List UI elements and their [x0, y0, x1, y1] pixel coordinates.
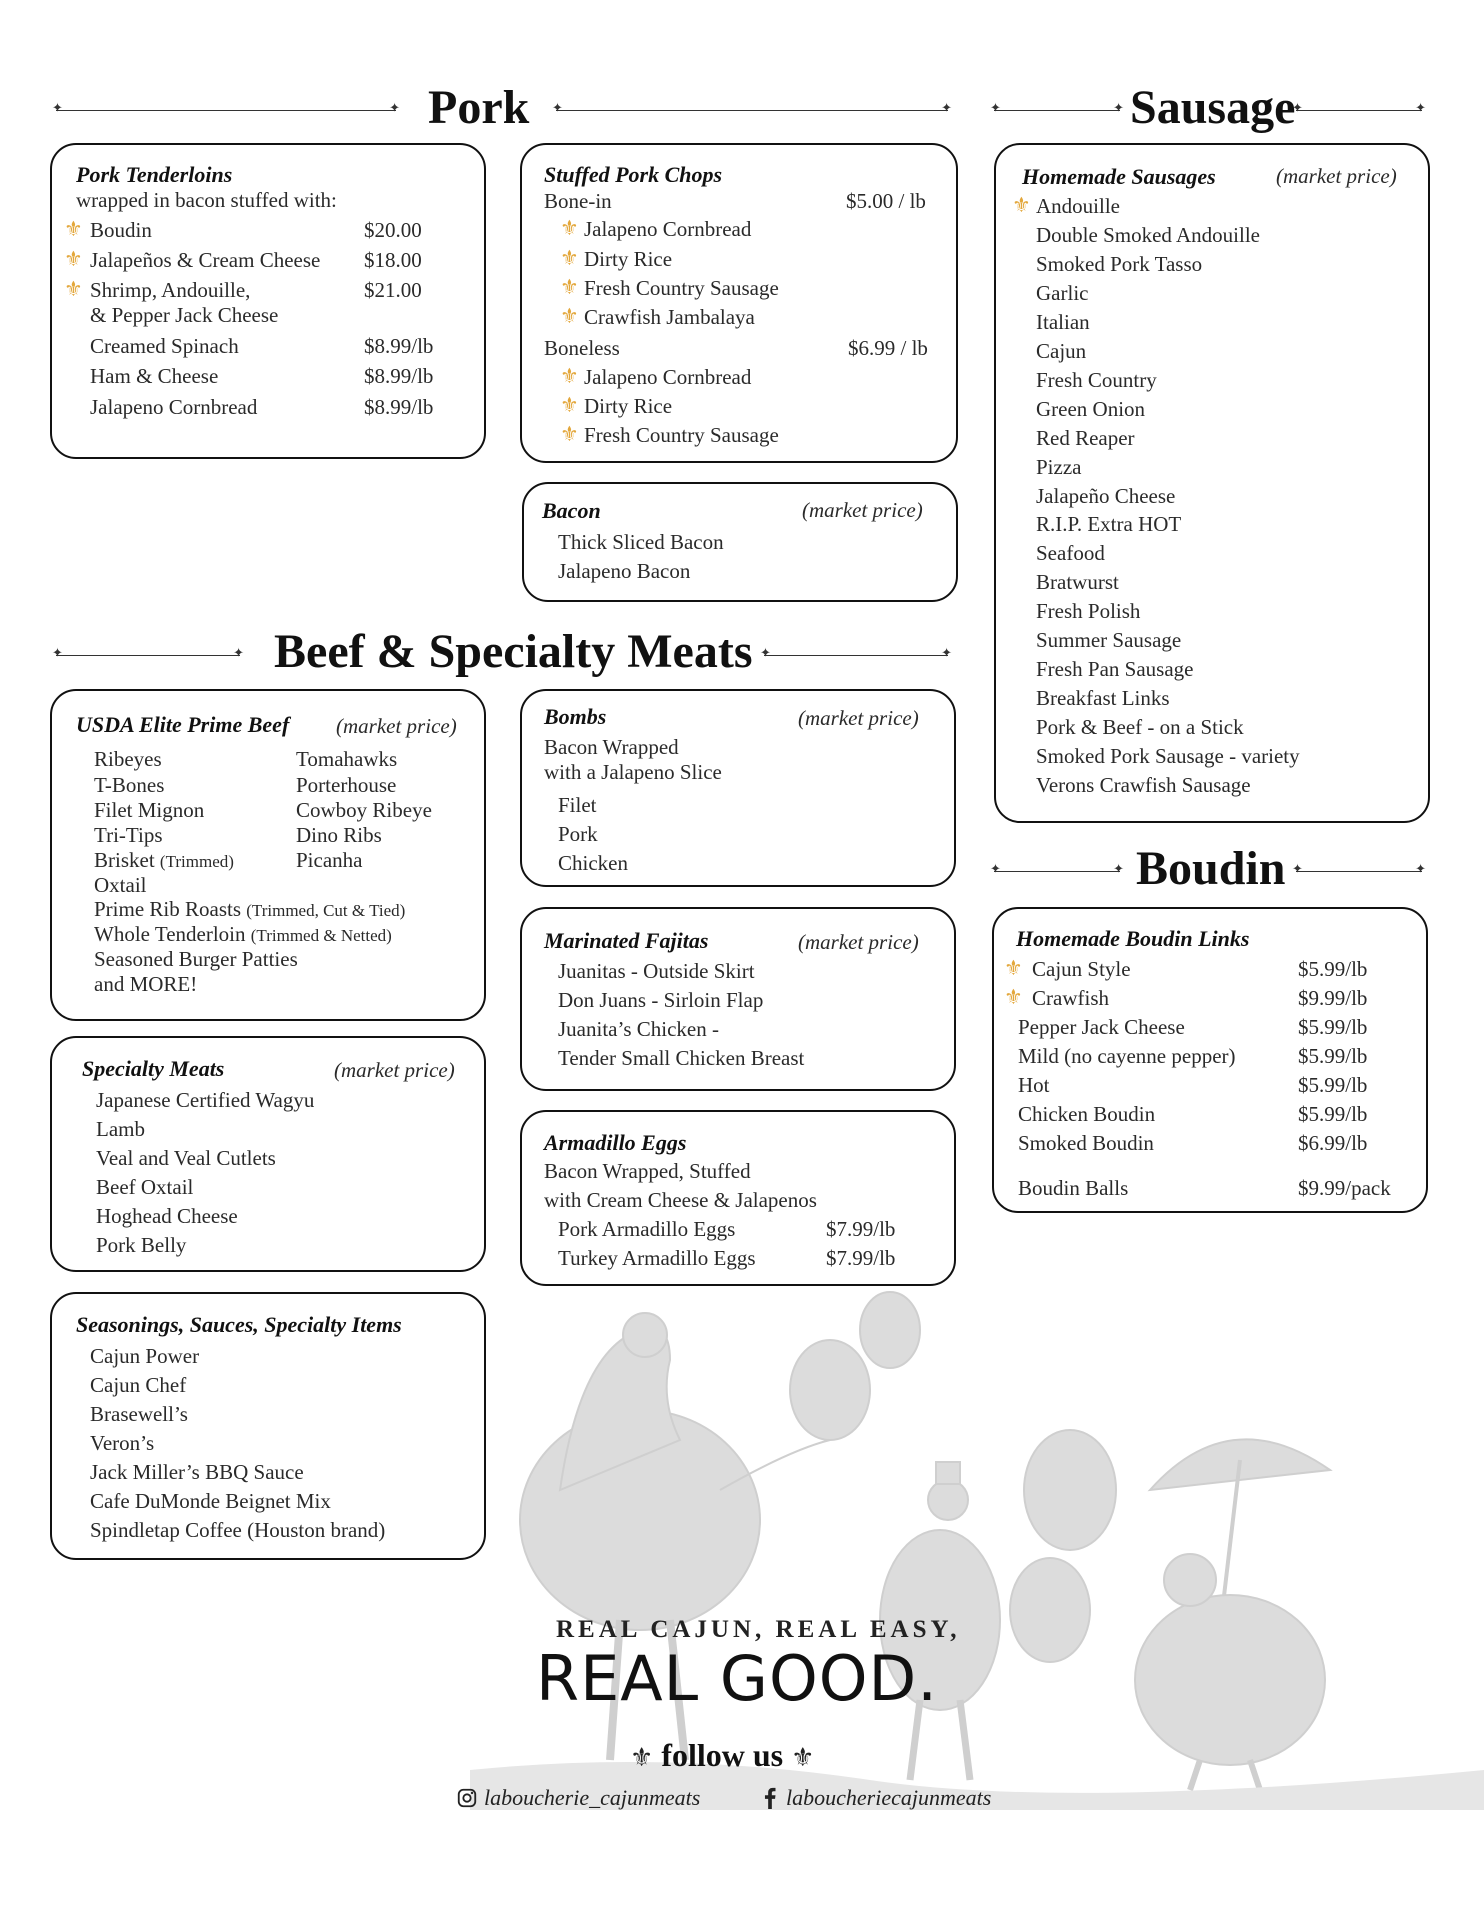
seasonings-item: Cajun Power	[90, 1344, 200, 1368]
bombs-item: Filet	[558, 793, 597, 817]
fleur-de-lis-icon: ⚜	[560, 393, 579, 417]
sausage-item: Verons Crawfish Sausage	[1036, 773, 1251, 797]
beef-rule-right	[764, 655, 948, 656]
fleur-de-lis-icon: ⚜	[1004, 985, 1023, 1009]
fajitas-item: Don Juans - Sirloin Flap	[558, 988, 764, 1012]
bone-in-item: Dirty Rice	[584, 247, 673, 271]
bombs-item: Pork	[558, 822, 598, 846]
tenderloin-item: Creamed Spinach	[90, 334, 239, 358]
bone-in-item: Jalapeno Cornbread	[584, 217, 752, 241]
seasonings-item: Cafe DuMonde Beignet Mix	[90, 1489, 331, 1513]
fleur-de-lis-icon: ⚜	[560, 246, 579, 270]
sausage-rule-right	[1296, 110, 1422, 111]
bombs-heading: Bombs	[544, 704, 607, 729]
tenderloin-price: $8.99/lb	[364, 395, 434, 419]
fajitas-item: Juanita’s Chicken -	[558, 1017, 719, 1041]
specialty-heading: Specialty Meats	[82, 1056, 225, 1081]
bombs-price: (market price)	[798, 706, 919, 730]
armadillo-desc: Bacon Wrapped, Stuffed	[544, 1159, 751, 1183]
sausage-item: R.I.P. Extra HOT	[1036, 512, 1182, 537]
boudin-price: $5.99/lb	[1298, 1073, 1368, 1097]
usda-item: Tri-Tips	[94, 823, 163, 847]
brisket-label: Brisket	[94, 848, 155, 872]
sausage-item: Fresh Polish	[1036, 599, 1141, 624]
fleur-de-lis-icon: ⚜	[64, 217, 83, 241]
usda-item: Ribeyes	[94, 747, 162, 771]
boudin-rule-right	[1296, 871, 1422, 872]
armadillo-item: Turkey Armadillo Eggs	[558, 1246, 756, 1270]
brisket-note: (Trimmed)	[159, 852, 234, 871]
usda-item: Picanha	[296, 848, 363, 872]
fajitas-item: Tender Small Chicken Breast	[558, 1046, 805, 1070]
bone-in-item: Crawfish Jambalaya	[584, 305, 755, 329]
pork-rule-right	[556, 110, 948, 111]
seasonings-item: Brasewell’s	[90, 1402, 188, 1426]
seasonings-item: Spindletap Coffee (Houston brand)	[90, 1518, 386, 1542]
sausage-title: Sausage	[1130, 81, 1296, 134]
boudin-item: Hot	[1018, 1073, 1050, 1097]
sausage-item: Jalapeño Cheese	[1036, 483, 1176, 508]
seasonings-item: Veron’s	[90, 1431, 155, 1455]
boudin-title: Boudin	[1136, 842, 1286, 895]
sausage-item: Breakfast Links	[1036, 686, 1170, 711]
fleur-de-lis-icon: ⚜	[560, 422, 579, 446]
tenderloin-label: Whole Tenderloin	[94, 922, 246, 946]
tenderloin-item: Boudin	[90, 218, 152, 242]
usda-item: Cowboy Ribeye	[296, 798, 432, 822]
sausage-item: Fresh Country	[1036, 367, 1157, 392]
facebook-link[interactable]	[762, 1785, 991, 1811]
bone-in-item: Fresh Country Sausage	[584, 276, 779, 300]
usda-item-tenderloin	[94, 924, 392, 945]
beef-rule-left	[56, 655, 240, 656]
boudin-item: Crawfish	[1032, 986, 1109, 1010]
usda-price: (market price)	[336, 714, 457, 738]
sausage-item: Seafood	[1036, 541, 1105, 566]
boudin-price: $5.99/lb	[1298, 1044, 1368, 1068]
fajitas-item: Juanitas - Outside Skirt	[558, 959, 755, 983]
armadillo-price: $7.99/lb	[826, 1217, 896, 1241]
sausage-item: Bratwurst	[1036, 570, 1119, 595]
armadillo-heading: Armadillo Eggs	[544, 1130, 687, 1155]
sausage-item: Pizza	[1036, 454, 1082, 479]
fleur-de-lis-icon: ⚜	[560, 275, 579, 299]
facebook-handle: laboucheriecajunmeats	[786, 1785, 992, 1810]
boudin-price: $9.99/pack	[1298, 1176, 1391, 1200]
boneless-item: Dirty Rice	[584, 394, 673, 418]
tenderloin-item: Jalapeños & Cream Cheese	[90, 248, 321, 272]
bone-in-price: $5.00 / lb	[846, 189, 926, 213]
sausage-item: Pork & Beef - on a Stick	[1036, 715, 1244, 740]
bacon-heading: Bacon	[542, 498, 601, 523]
specialty-item: Japanese Certified Wagyu	[96, 1088, 315, 1112]
tagline-big: REAL GOOD.	[536, 1642, 939, 1715]
boneless-label: Boneless	[544, 336, 620, 360]
follow-us-label: follow us	[661, 1737, 784, 1773]
fleur-de-lis-icon: ⚜	[64, 247, 83, 271]
instagram-link[interactable]	[456, 1785, 700, 1811]
boudin-item: Smoked Boudin	[1018, 1131, 1154, 1155]
tagline-small: REAL CAJUN, REAL EASY,	[556, 1616, 961, 1643]
usda-item: and MORE!	[94, 972, 198, 996]
boneless-item: Fresh Country Sausage	[584, 423, 779, 447]
usda-item: T-Bones	[94, 773, 165, 797]
instagram-icon	[456, 1787, 478, 1809]
boneless-price: $6.99 / lb	[848, 336, 928, 360]
boudin-price: $5.99/lb	[1298, 1102, 1368, 1126]
armadillo-price: $7.99/lb	[826, 1246, 896, 1270]
sausage-item: Double Smoked Andouille	[1036, 222, 1260, 247]
armadillo-item: Pork Armadillo Eggs	[558, 1217, 736, 1241]
bacon-price: (market price)	[802, 498, 923, 522]
pork-chops-heading: Stuffed Pork Chops	[544, 162, 723, 187]
sausage-rule-left	[994, 110, 1120, 111]
sausage-item: Smoked Pork Sausage - variety	[1036, 744, 1300, 769]
specialty-item: Lamb	[96, 1117, 145, 1141]
fajitas-heading: Marinated Fajitas	[544, 928, 709, 953]
usda-item: Tomahawks	[296, 747, 398, 771]
sausage-heading: Homemade Sausages	[1022, 164, 1216, 189]
usda-item: Seasoned Burger Patties	[94, 947, 298, 971]
sausage-price: (market price)	[1276, 164, 1397, 188]
sausage-item: Smoked Pork Tasso	[1036, 251, 1203, 276]
bombs-item: Chicken	[558, 851, 628, 875]
tenderloin-price: $8.99/lb	[364, 334, 434, 358]
poultry-illustration	[470, 1290, 1484, 1810]
tenderloin-item: Jalapeno Cornbread	[90, 395, 258, 419]
sausage-item: Summer Sausage	[1036, 628, 1182, 653]
fleur-de-lis-icon: ⚜	[791, 1743, 815, 1773]
bombs-desc: Bacon Wrapped	[544, 735, 679, 759]
boudin-item: Pepper Jack Cheese	[1018, 1015, 1185, 1039]
seasonings-heading: Seasonings, Sauces, Specialty Items	[76, 1312, 402, 1337]
fleur-de-lis-icon: ⚜	[1012, 193, 1031, 217]
usda-item-brisket	[94, 850, 234, 871]
boudin-price: $5.99/lb	[1298, 957, 1368, 981]
usda-item: Oxtail	[94, 873, 147, 897]
pork-title: Pork	[428, 81, 530, 134]
specialty-price: (market price)	[334, 1058, 455, 1082]
usda-heading: USDA Elite Prime Beef	[76, 712, 290, 737]
boudin-rule-left	[994, 871, 1120, 872]
sausage-item: Garlic	[1036, 280, 1089, 305]
tenderloin-price: $18.00	[364, 248, 422, 272]
bombs-desc: with a Jalapeno Slice	[544, 760, 722, 784]
fleur-de-lis-icon: ⚜	[560, 364, 579, 388]
fleur-de-lis-icon: ⚜	[1004, 956, 1023, 980]
boudin-price: $6.99/lb	[1298, 1131, 1368, 1155]
tenderloin-item: Shrimp, Andouille,	[90, 278, 251, 302]
sausage-item: Red Reaper	[1036, 425, 1135, 450]
fleur-de-lis-icon: ⚜	[560, 304, 579, 328]
tenderloin-price: $20.00	[364, 218, 422, 242]
seasonings-item: Cajun Chef	[90, 1373, 187, 1397]
fleur-de-lis-icon: ⚜	[630, 1743, 654, 1773]
armadillo-desc: with Cream Cheese & Jalapenos	[544, 1188, 817, 1212]
boudin-heading: Homemade Boudin Links	[1016, 926, 1250, 951]
specialty-item: Pork Belly	[96, 1233, 187, 1257]
sausage-item: Andouille	[1036, 194, 1120, 218]
sausage-item: Cajun	[1036, 338, 1087, 363]
boudin-price: $5.99/lb	[1298, 1015, 1368, 1039]
pork-tenderloins-subheading: wrapped in bacon stuffed with:	[76, 188, 337, 212]
usda-item: Dino Ribs	[296, 823, 382, 847]
tenderloin-price: $8.99/lb	[364, 364, 434, 388]
sausage-item: Italian	[1036, 309, 1090, 334]
bone-in-label: Bone-in	[544, 189, 612, 213]
boudin-price: $9.99/lb	[1298, 986, 1368, 1010]
fleur-de-lis-icon: ⚜	[560, 216, 579, 240]
usda-item: Filet Mignon	[94, 798, 205, 822]
boudin-item: Cajun Style	[1032, 957, 1131, 981]
pork-rule-left	[56, 110, 396, 111]
tenderloin-item: & Pepper Jack Cheese	[90, 303, 279, 327]
prime-rib-label: Prime Rib Roasts	[94, 897, 242, 921]
usda-item: Porterhouse	[296, 773, 397, 797]
beef-title: Beef & Specialty Meats	[274, 625, 753, 678]
specialty-item: Veal and Veal Cutlets	[96, 1146, 276, 1170]
tenderloin-price: $21.00	[364, 278, 422, 302]
pork-tenderloins-heading: Pork Tenderloins	[76, 162, 233, 187]
bacon-item: Thick Sliced Bacon	[558, 530, 724, 554]
fajitas-price: (market price)	[798, 930, 919, 954]
boudin-item: Boudin Balls	[1018, 1176, 1129, 1200]
prime-rib-note: (Trimmed, Cut & Tied)	[246, 901, 406, 920]
follow-us	[630, 1737, 814, 1774]
boudin-item: Chicken Boudin	[1018, 1102, 1156, 1126]
tenderloin-note: (Trimmed & Netted)	[250, 926, 392, 945]
facebook-icon	[762, 1787, 778, 1809]
boudin-item: Mild (no cayenne pepper)	[1018, 1044, 1236, 1068]
specialty-item: Hoghead Cheese	[96, 1204, 238, 1228]
tenderloin-item: Ham & Cheese	[90, 364, 219, 388]
instagram-handle: laboucherie_cajunmeats	[484, 1785, 701, 1810]
sausage-item: Fresh Pan Sausage	[1036, 657, 1194, 682]
boneless-item: Jalapeno Cornbread	[584, 365, 752, 389]
fleur-de-lis-icon: ⚜	[64, 277, 83, 301]
specialty-item: Beef Oxtail	[96, 1175, 194, 1199]
seasonings-item: Jack Miller’s BBQ Sauce	[90, 1460, 304, 1484]
sausage-item: Green Onion	[1036, 396, 1146, 421]
bacon-item: Jalapeno Bacon	[558, 559, 691, 583]
usda-item-prime-rib	[94, 899, 405, 920]
